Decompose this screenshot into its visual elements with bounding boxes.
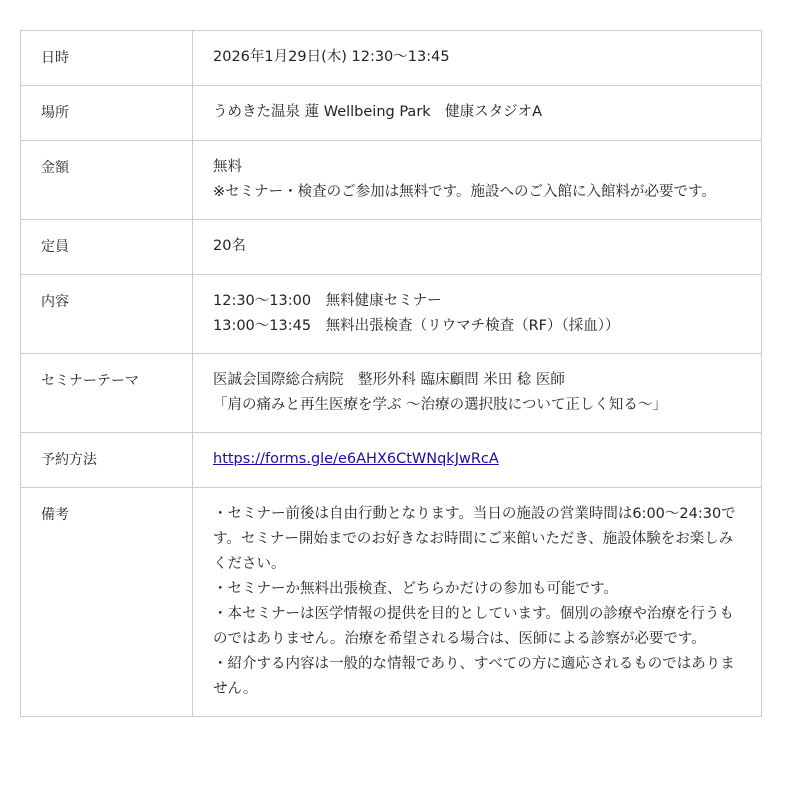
note-item: ・紹介する内容は一般的な情報であり、すべての方に適応されるものではありません。 [213, 656, 735, 697]
row-capacity [21, 220, 762, 275]
fee-text: 無料 [213, 159, 242, 175]
datetime-value [193, 31, 762, 86]
content-value [193, 275, 762, 354]
location-label: 場所 [21, 86, 193, 141]
row-theme [21, 354, 762, 433]
reservation-value [193, 433, 762, 488]
content-item-seminar: 12:30〜13:00 無料健康セミナー [213, 293, 442, 309]
notes-value [193, 488, 762, 717]
theme-value [193, 354, 762, 433]
row-reservation [21, 433, 762, 488]
note-item: ・セミナー前後は自由行動となります。当日の施設の営業時間は6:00〜24:30です。セミナー開始までのお好きなお時間にご来館いただき、施設体験をお楽しみください。 [213, 506, 736, 572]
theme-label: セミナーテーマ [21, 354, 193, 433]
reservation-link[interactable]: https://forms.gle/e6AHX6CtWNqkJwRcA [213, 451, 499, 467]
datetime-text: 2026年1月29日(木) 12:30〜13:45 [213, 49, 450, 65]
note-item: ・本セミナーは医学情報の提供を目的としています。個別の診療や治療を行うものではありません。治療を希望される場合は、医師による診察が必要です。 [213, 606, 734, 647]
datetime-label: 日時 [21, 31, 193, 86]
row-fee [21, 141, 762, 220]
fee-value [193, 141, 762, 220]
fee-label: 金額 [21, 141, 193, 220]
theme-title: 「肩の痛みと再生医療を学ぶ 〜治療の選択肢について正しく知る〜」 [213, 397, 667, 413]
fee-note: ※セミナー・検査のご参加は無料です。施設へのご入館に入館料が必要です。 [213, 184, 716, 200]
row-datetime [21, 31, 762, 86]
theme-speaker: 医誠会国際総合病院 整形外科 臨床顧問 米田 稔 医師 [213, 372, 565, 388]
location-text: うめきた温泉 蓮 Wellbeing Park 健康スタジオA [213, 104, 543, 120]
notes-label: 備考 [21, 488, 193, 717]
capacity-text: 20名 [213, 238, 246, 254]
capacity-value [193, 220, 762, 275]
note-item: ・セミナーか無料出張検査、どちらかだけの参加も可能です。 [213, 581, 618, 597]
location-value [193, 86, 762, 141]
row-notes [21, 488, 762, 717]
row-location [21, 86, 762, 141]
reservation-label: 予約方法 [21, 433, 193, 488]
capacity-label: 定員 [21, 220, 193, 275]
content-item-checkup: 13:00〜13:45 無料出張検査（リウマチ検査（RF）（採血）） [213, 318, 620, 334]
content-label: 内容 [21, 275, 193, 354]
event-info-table [20, 30, 762, 717]
row-content [21, 275, 762, 354]
